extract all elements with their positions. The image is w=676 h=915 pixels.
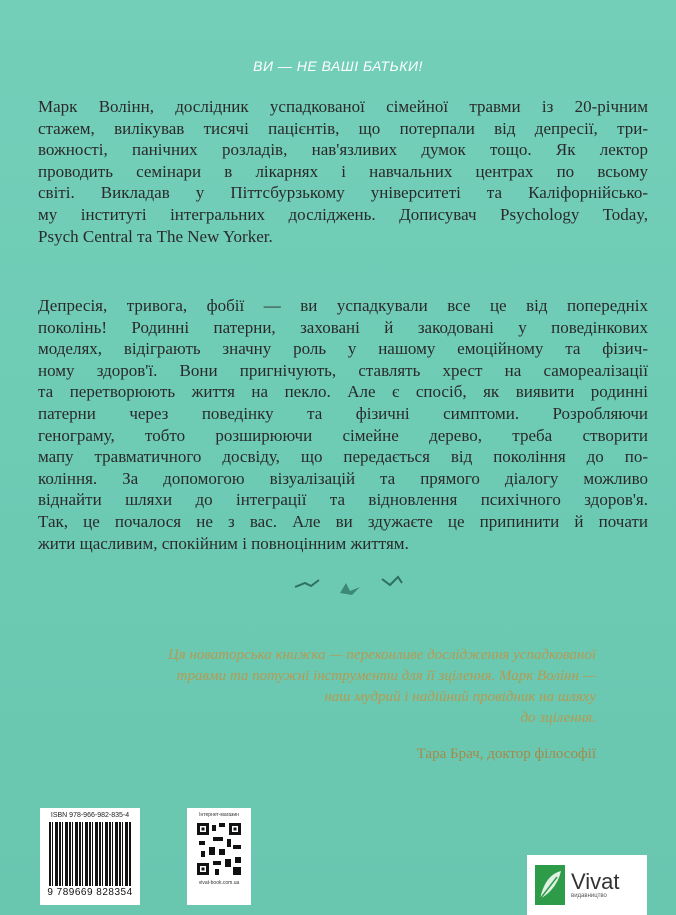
quote-line: наш мудрий і надійний провідник на шляху [324,689,596,705]
description-line: моделях, відіграють значну роль у нашому емоційному та фізич- [38,339,648,359]
birds-illustration [290,565,410,605]
qr-caption: Інтернет-магазин [199,812,239,818]
description-line: коління. За допомогою візуалізацій та прямого діалогу можливо [38,468,648,488]
leaf-logo-icon [535,865,565,905]
bio-line: Марк Волінн, дослідник успадкованої сімейної травми із 20-річним [38,97,648,116]
description-line: патерни через поведінку та фізичні симптоми. Розробляючи [38,403,648,423]
bio-line: світі. Викладав у Піттсбурзькому університеті та Каліфорнійсько- [38,183,648,203]
bio-line: стажем, вилікував тисячі пацієнтів, що потерпали від депресії, три- [38,118,648,138]
bio-line: му інституті інтегральних досліджень. Дописувач Psychology Today, [38,204,648,224]
qr-code-icon [197,823,241,875]
publisher-logo [527,855,647,915]
barcode-bars [49,822,131,886]
isbn-barcode [40,808,140,905]
description-line: Так, це почалося не з вас. Але ви здужаєте це припинити й почати [38,511,648,531]
book-description [38,295,648,554]
description-line: мапу травматичного досвіду, що передається від покоління до по- [38,447,648,467]
qr-url: vivat-book.com.ua [198,880,240,886]
bio-line: вожності, панічних розладів, нав'язливих думок тощо. Як лектор [38,140,648,160]
description-line: Депресія, тривога, фобії — ви успадкували все це від попередніх [38,296,648,315]
quote-line: Ця новаторська книжка — переконливе дослідження успадкованої [167,647,596,663]
quote-line: до зцілення. [520,710,596,726]
barcode-number: 9 789669 828354 [47,887,133,898]
quote-author: Тара Брач, доктор філософії [416,746,596,762]
cover-heading: ВИ — НЕ ВАШІ БАТЬКИ! [253,58,423,74]
description-line: ному здоров'ї. Вони пригнічують, ставлять хрест на самореалізації [38,360,648,380]
description-line: жити щасливим, спокійним і повноцінним життям. [38,533,409,553]
publisher-subtitle: видавництво [571,893,607,899]
bio-line: Psych Central та The New Yorker. [38,226,273,246]
description-line: та перетворюють життя на пекло. Але є спосіб, як виявити родинні [38,382,648,402]
publisher-name: Vivat [571,869,620,894]
endorsement-quote [36,645,596,729]
description-line: генограму, тобто розширюючи сімейне дерево, треба створити [38,425,648,445]
description-line: поколінь! Родинні патерни, заховані й закодовані у поведінкових [38,317,648,337]
author-bio [38,96,648,247]
isbn-label: ISBN 978-966-982-835-4 [50,812,130,819]
quote-line: травми та потужні інструменти для її зцілення. Марк Волінн — [176,668,596,684]
description-line: віднайти шляхи до інтеграції та відновлення психічного здоров'я. [38,490,648,510]
bio-line: проводить семінари в лікарнях і навчальних центрах по всьому [38,161,648,181]
qr-code-block [187,808,251,905]
